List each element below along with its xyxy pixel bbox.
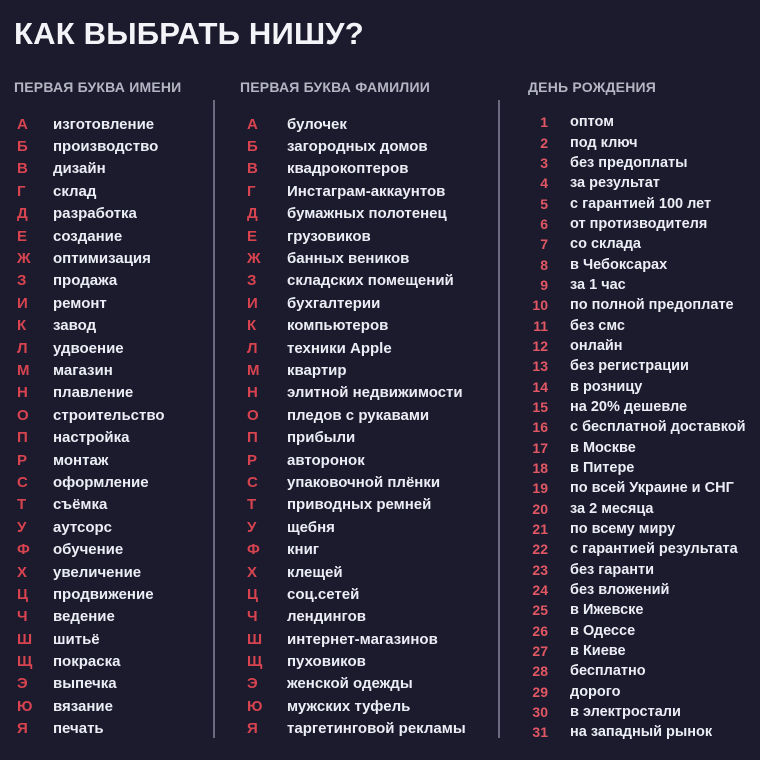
list-birth-day	[510, 112, 746, 743]
item-key: Г	[247, 182, 256, 200]
item-value: авторонок	[287, 451, 365, 469]
item-value: Инстаграм-аккаунтов	[287, 182, 446, 200]
item-value: увеличение	[53, 563, 142, 581]
item-key: Ж	[17, 250, 31, 268]
list-last-name-letter	[242, 113, 466, 740]
list-item	[14, 538, 165, 560]
item-key: 28	[532, 663, 548, 680]
list-item	[510, 153, 746, 173]
list-item	[242, 449, 466, 471]
item-value: компьютеров	[287, 317, 389, 335]
item-value: по полной предоплате	[570, 297, 734, 314]
item-value: бумажных полотенец	[287, 205, 447, 223]
item-key: Л	[17, 339, 28, 357]
item-value: соц.сетей	[287, 585, 360, 603]
item-value: от протизводителя	[570, 215, 708, 232]
item-key: Н	[17, 384, 28, 402]
item-value: выпечка	[53, 675, 117, 693]
item-value: булочек	[287, 115, 347, 133]
item-key: 13	[532, 358, 548, 375]
list-item	[14, 606, 165, 628]
item-key: П	[17, 429, 28, 447]
item-key: Т	[17, 496, 27, 514]
item-value: мужских туфель	[287, 697, 411, 715]
item-key: А	[247, 115, 258, 133]
item-value: загородных домов	[287, 138, 428, 156]
item-key: 1	[540, 114, 548, 131]
list-item	[14, 225, 165, 247]
item-value: изготовление	[53, 115, 155, 133]
item-value: со склада	[570, 236, 641, 253]
list-item	[14, 449, 165, 471]
item-value: с бесплатной доставкой	[570, 419, 746, 436]
list-item	[242, 113, 466, 135]
list-item	[510, 478, 746, 498]
list-item	[242, 583, 466, 605]
item-value: склад	[53, 182, 97, 200]
item-value: с гарантией результата	[570, 541, 738, 558]
list-item	[510, 173, 746, 193]
list-item	[242, 606, 466, 628]
list-item	[510, 682, 746, 702]
item-value: пледов с рукавами	[287, 406, 430, 424]
item-key: Э	[17, 675, 28, 693]
list-item	[510, 458, 746, 478]
item-key: С	[17, 473, 28, 491]
item-key: Щ	[17, 653, 33, 671]
list-item	[14, 158, 165, 180]
item-key: Х	[17, 563, 28, 581]
list-item	[510, 254, 746, 274]
item-value: удвоение	[53, 339, 124, 357]
list-item	[510, 539, 746, 559]
item-value: с гарантией 100 лет	[570, 195, 712, 212]
item-key: У	[247, 518, 257, 536]
item-key: 26	[532, 622, 548, 639]
item-value: бухгалтерии	[287, 294, 381, 312]
item-key: З	[247, 272, 257, 290]
list-item	[242, 359, 466, 381]
item-key: В	[17, 160, 28, 178]
item-key: 4	[540, 175, 548, 192]
item-value: в Киеве	[570, 643, 626, 660]
item-key: О	[17, 406, 29, 424]
item-key: Ф	[17, 541, 30, 559]
list-item	[242, 650, 466, 672]
item-key: 23	[532, 561, 548, 578]
list-item	[510, 295, 746, 315]
item-value: под ключ	[570, 134, 638, 151]
item-key: Т	[247, 496, 257, 514]
item-value: плавление	[53, 384, 134, 402]
list-item	[510, 417, 746, 437]
list-item	[510, 315, 746, 335]
list-item	[14, 337, 165, 359]
item-key: 21	[532, 521, 548, 538]
item-key: Ю	[247, 697, 263, 715]
item-key: Л	[247, 339, 258, 357]
item-key: М	[247, 361, 260, 379]
item-value: оформление	[53, 473, 149, 491]
list-item	[242, 538, 466, 560]
item-value: складских помещений	[287, 272, 454, 290]
item-key: 5	[540, 195, 548, 212]
column-header-birth-day: ДЕНЬ РОЖДЕНИЯ	[528, 79, 657, 95]
list-item	[510, 661, 746, 681]
item-key: Ц	[247, 585, 258, 603]
list-item	[510, 193, 746, 213]
item-value: лендингов	[287, 608, 366, 626]
item-value: онлайн	[570, 337, 623, 354]
item-value: обучение	[53, 541, 124, 559]
item-value: настройка	[53, 429, 130, 447]
list-item	[242, 695, 466, 717]
item-key: 14	[532, 378, 548, 395]
list-item	[14, 516, 165, 538]
item-key: И	[17, 294, 28, 312]
column-divider	[498, 100, 500, 738]
item-key: С	[247, 473, 258, 491]
item-key: 19	[532, 480, 548, 497]
list-item	[242, 404, 466, 426]
list-item	[510, 702, 746, 722]
item-value: в Москве	[570, 439, 636, 456]
item-key: 18	[532, 460, 548, 477]
item-key: К	[247, 317, 257, 335]
list-item	[242, 135, 466, 157]
item-key: З	[17, 272, 27, 290]
item-key: 8	[540, 256, 548, 273]
list-item	[14, 718, 165, 740]
item-value: дизайн	[53, 160, 106, 178]
list-item	[242, 292, 466, 314]
list-item	[510, 641, 746, 661]
item-key: Ц	[17, 585, 28, 603]
item-key: И	[247, 294, 258, 312]
item-key: Ч	[17, 608, 28, 626]
item-key: Ч	[247, 608, 258, 626]
list-item	[242, 270, 466, 292]
item-key: 16	[532, 419, 548, 436]
list-item	[14, 650, 165, 672]
item-key: У	[17, 518, 27, 536]
list-item	[14, 135, 165, 157]
item-key: Е	[247, 227, 258, 245]
item-value: производство	[53, 138, 159, 156]
item-key: О	[247, 406, 259, 424]
item-key: 6	[540, 215, 548, 232]
item-key: 24	[532, 582, 548, 599]
item-value: без вложений	[570, 582, 670, 599]
item-value: ремонт	[53, 294, 107, 312]
list-item	[510, 621, 746, 641]
item-value: ведение	[53, 608, 115, 626]
list-item	[242, 471, 466, 493]
item-value: оптимизация	[53, 250, 151, 268]
list-item	[510, 560, 746, 580]
list-item	[242, 673, 466, 695]
list-item	[510, 397, 746, 417]
list-item	[510, 132, 746, 152]
item-key: 15	[532, 398, 548, 415]
item-key: Г	[17, 182, 26, 200]
item-value: печать	[53, 720, 104, 738]
item-value: съёмка	[53, 496, 108, 514]
item-value: в Ижевске	[570, 602, 644, 619]
item-value: разработка	[53, 205, 137, 223]
item-value: приводных ремней	[287, 496, 432, 514]
list-item	[510, 275, 746, 295]
list-item	[14, 270, 165, 292]
item-key: Ш	[17, 630, 33, 648]
list-item	[14, 471, 165, 493]
item-value: без предоплаты	[570, 154, 688, 171]
item-key: Щ	[247, 653, 263, 671]
list-item	[242, 337, 466, 359]
item-value: без регистрации	[570, 358, 689, 375]
list-item	[14, 203, 165, 225]
item-value: по всему миру	[570, 521, 676, 538]
item-value: оптом	[570, 114, 614, 131]
item-key: 10	[532, 297, 548, 314]
list-item	[510, 519, 746, 539]
item-value: в Питере	[570, 460, 635, 477]
item-key: 22	[532, 541, 548, 558]
item-value: шитьё	[53, 630, 100, 648]
item-value: грузовиков	[287, 227, 371, 245]
item-key: Д	[17, 205, 28, 223]
list-item	[510, 376, 746, 396]
list-first-name-letter	[14, 113, 165, 740]
list-item	[14, 628, 165, 650]
item-key: 20	[532, 500, 548, 517]
item-value: женской одежды	[287, 675, 413, 693]
item-key: Б	[247, 138, 258, 156]
item-value: продвижение	[53, 585, 154, 603]
item-value: магазин	[53, 361, 113, 379]
list-item	[14, 359, 165, 381]
item-key: Е	[17, 227, 28, 245]
item-value: клещей	[287, 563, 343, 581]
item-value: дорого	[570, 683, 621, 700]
item-value: на 20% дешевле	[570, 398, 688, 415]
list-item	[242, 382, 466, 404]
item-key: 27	[532, 643, 548, 660]
item-value: в розницу	[570, 378, 643, 395]
item-value: упаковочной плёнки	[287, 473, 441, 491]
item-key: М	[17, 361, 30, 379]
item-key: 9	[540, 276, 548, 293]
item-key: Я	[247, 720, 258, 738]
item-value: за результат	[570, 175, 660, 192]
item-key: Б	[17, 138, 28, 156]
item-key: В	[247, 160, 258, 178]
item-value: за 2 месяца	[570, 500, 654, 517]
item-value: без гаранти	[570, 561, 655, 578]
list-item	[242, 561, 466, 583]
item-key: Ю	[17, 697, 33, 715]
item-key: 29	[532, 683, 548, 700]
item-value: покраска	[53, 653, 121, 671]
list-item	[14, 247, 165, 269]
item-value: интернет-магазинов	[287, 630, 438, 648]
list-item	[510, 499, 746, 519]
item-value: банных веников	[287, 250, 410, 268]
column-header-first-name-letter: ПЕРВАЯ БУКВА ИМЕНИ	[14, 79, 182, 95]
list-item	[14, 673, 165, 695]
item-key: 17	[532, 439, 548, 456]
item-key: Р	[247, 451, 258, 469]
item-key: Н	[247, 384, 258, 402]
item-key: П	[247, 429, 258, 447]
list-item	[510, 438, 746, 458]
item-key: Х	[247, 563, 258, 581]
item-value: аутсорс	[53, 518, 113, 536]
list-item	[14, 561, 165, 583]
item-key: Д	[247, 205, 258, 223]
item-value: за 1 час	[570, 276, 626, 293]
item-value: таргетинговой рекламы	[287, 720, 466, 738]
item-value: без смс	[570, 317, 625, 334]
item-value: книг	[287, 541, 320, 559]
item-key: Ж	[247, 250, 261, 268]
list-item	[14, 583, 165, 605]
list-item	[14, 315, 165, 337]
item-key: 11	[533, 317, 548, 334]
list-item	[242, 225, 466, 247]
list-item	[242, 247, 466, 269]
item-key: 30	[532, 704, 548, 721]
list-item	[242, 203, 466, 225]
list-item	[14, 404, 165, 426]
item-value: строительство	[53, 406, 165, 424]
list-item	[510, 580, 746, 600]
list-item	[242, 494, 466, 516]
item-value: квадрокоптеров	[287, 160, 409, 178]
list-item	[510, 336, 746, 356]
list-item	[242, 718, 466, 740]
item-value: продажа	[53, 272, 118, 290]
item-value: в электростали	[570, 704, 681, 721]
list-item	[242, 628, 466, 650]
list-item	[510, 112, 746, 132]
list-item	[14, 382, 165, 404]
item-value: по всей Украине и СНГ	[570, 480, 734, 497]
list-item	[510, 600, 746, 620]
list-item	[14, 113, 165, 135]
item-key: 2	[540, 134, 548, 151]
item-key: Э	[247, 675, 258, 693]
column-divider	[213, 100, 215, 738]
item-value: в Чебоксарах	[570, 256, 668, 273]
list-item	[14, 494, 165, 516]
item-value: на западный рынок	[570, 724, 713, 741]
list-item	[242, 516, 466, 538]
list-item	[14, 695, 165, 717]
page-title: КАК ВЫБРАТЬ НИШУ?	[14, 16, 364, 51]
item-key: 7	[540, 236, 548, 253]
item-value: монтаж	[53, 451, 109, 469]
list-item	[14, 426, 165, 448]
item-key: Я	[17, 720, 28, 738]
item-key: А	[17, 115, 28, 133]
item-key: 3	[540, 154, 548, 171]
item-key: К	[17, 317, 27, 335]
item-value: бесплатно	[570, 663, 646, 680]
item-value: щебня	[287, 518, 335, 536]
list-item	[510, 722, 746, 742]
item-key: Р	[17, 451, 28, 469]
list-item	[510, 234, 746, 254]
item-value: в Одессе	[570, 622, 636, 639]
item-key: Ф	[247, 541, 260, 559]
list-item	[510, 214, 746, 234]
item-key: 25	[532, 602, 548, 619]
list-item	[242, 158, 466, 180]
item-value: создание	[53, 227, 123, 245]
list-item	[510, 356, 746, 376]
item-value: техники Apple	[287, 339, 392, 357]
item-value: элитной недвижимости	[287, 384, 463, 402]
item-value: пуховиков	[287, 653, 366, 671]
column-header-last-name-letter: ПЕРВАЯ БУКВА ФАМИЛИИ	[240, 79, 430, 95]
item-key: 31	[532, 724, 548, 741]
item-value: завод	[53, 317, 97, 335]
list-item	[242, 180, 466, 202]
item-value: вязание	[53, 697, 113, 715]
list-item	[242, 426, 466, 448]
list-item	[242, 315, 466, 337]
list-item	[14, 180, 165, 202]
item-key: 12	[532, 337, 548, 354]
item-key: Ш	[247, 630, 263, 648]
list-item	[14, 292, 165, 314]
item-value: квартир	[287, 361, 347, 379]
item-value: прибыли	[287, 429, 356, 447]
